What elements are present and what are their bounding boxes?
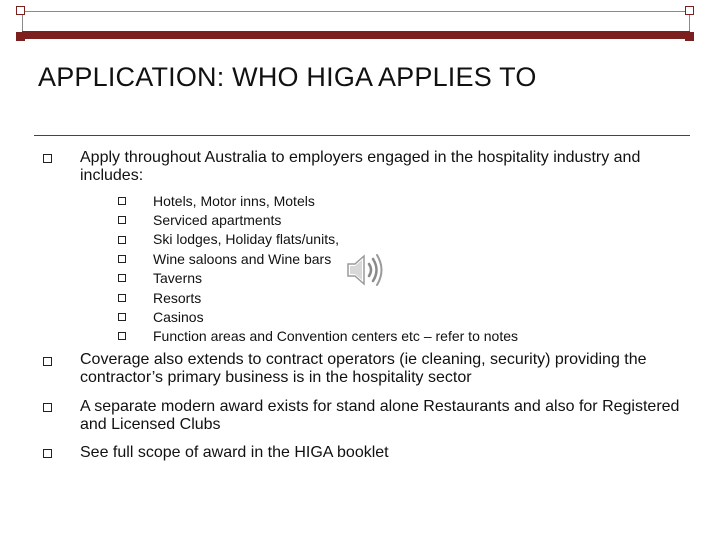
header-square-left (16, 6, 25, 15)
bullet-marker-icon (43, 357, 52, 366)
header-square-right-filled (685, 32, 694, 41)
bullet-marker-icon (43, 154, 52, 163)
sub-bullet-text-4: Wine saloons and Wine bars (153, 251, 332, 267)
sub-bullet-marker-icon (118, 255, 126, 263)
sub-bullet-marker-icon (118, 197, 126, 205)
sub-bullet-text-1: Hotels, Motor inns, Motels (153, 193, 315, 209)
sub-bullet-text-6: Resorts (153, 290, 202, 306)
sub-bullet-marker-icon (118, 313, 126, 321)
title-divider (34, 135, 690, 136)
bullet-text-1: Apply throughout Australia to employers engaged in the hospitality industry and includes: (80, 149, 641, 184)
sub-bullet-marker-icon (118, 216, 126, 224)
sub-bullet-text-7: Casinos (153, 309, 204, 325)
speaker-icon[interactable] (342, 247, 388, 293)
bullet-text-3: A separate modern award exists for stand alone Restaurants and also for Registered and Licensed Clubs (80, 398, 680, 433)
slide-title: APPLICATION: WHO HIGA APPLIES TO (38, 62, 537, 92)
sub-bullet-text-5: Taverns (153, 270, 203, 286)
bullet-marker-icon (43, 403, 52, 412)
sub-bullet-text-8: Function areas and Convention centers etc – refer to notes (153, 328, 518, 344)
header-square-right (685, 6, 694, 15)
sub-bullet-marker-icon (118, 236, 126, 244)
bullet-marker-icon (43, 449, 52, 458)
bullet-text-4: See full scope of award in the HIGA booklet (80, 444, 389, 461)
bullet-text-2: Coverage also extends to contract operators (ie cleaning, security) providing the contractor’s primary business is in the hospitality sector (80, 351, 647, 386)
sub-bullet-text-2: Serviced apartments (153, 212, 282, 228)
header-band (22, 31, 690, 39)
sub-bullet-marker-icon (118, 332, 126, 340)
header-square-left-filled (16, 32, 25, 41)
sub-bullet-text-3: Ski lodges, Holiday flats/units, (153, 231, 339, 247)
sub-bullet-marker-icon (118, 294, 126, 302)
sub-bullet-marker-icon (118, 274, 126, 282)
